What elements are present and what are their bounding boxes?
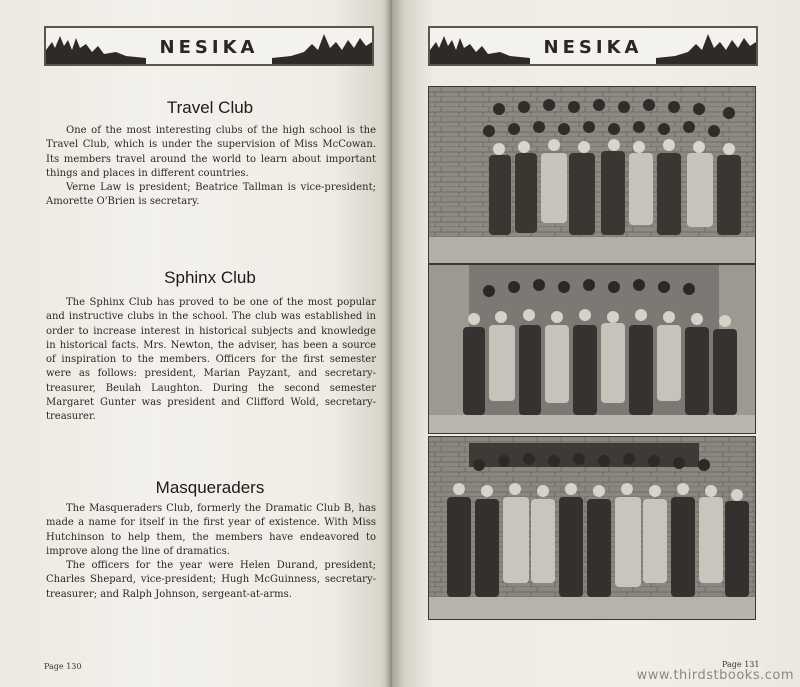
paragraph: The Sphinx Club has proved to be one of the most popular and instructive clubs in the school. The club was established in order to increase interest in historical subjects and knowledge in historical facts. Mrs. Newton, the adviser, has been a source of inspiration to the members. Officers for the first semester were as follows: president, Marian Payzant, and secretary-treasurer, Beulah Laughton. During the second semester Margaret Gunter was president and Clifford Wold, secretary-treasurer.: [46, 297, 376, 423]
group-photo-image: [429, 87, 755, 263]
group-photo-image: [429, 437, 755, 619]
section-title-masqueraders: Masqueraders: [155, 478, 265, 497]
yearbook-title: NESIKA: [159, 37, 259, 58]
travel-club-group-photo: [428, 86, 756, 264]
header-banner: [44, 26, 374, 66]
paragraph: Verne Law is president; Beatrice Tallman is vice-president; Amorette O'Brien is secretary.: [46, 182, 376, 208]
sphinx-club-group-photo: [428, 264, 756, 434]
travel-club-text: [46, 124, 376, 210]
sphinx-club-text: [46, 296, 376, 425]
section-title-travel-club: Travel Club: [166, 98, 254, 117]
header-banner: [428, 26, 758, 66]
right-page: [392, 0, 800, 687]
masqueraders-text: [46, 502, 376, 602]
section-title-sphinx-club: Sphinx Club: [164, 268, 256, 287]
paragraph: The officers for the year were Helen Durand, president; Charles Shepard, vice-president; Hugh McGuinness, secretary-treasurer; and Ralph Johnson, sergeant-at-arms.: [46, 560, 376, 600]
page-number: Page 131: [722, 660, 760, 669]
watermark-text: www.thirdstbooks.com: [636, 668, 794, 683]
paragraph: The Masqueraders Club, formerly the Dramatic Club B, has made a name for itself in the first year of existence. With Miss Hutchinson to help them, the members have endeavored to improve along the line of dramatics.: [46, 503, 376, 557]
group-photo-image: [429, 265, 755, 433]
yearbook-title: NESIKA: [543, 37, 643, 58]
paragraph: One of the most interesting clubs of the high school is the Travel Club, which is under the supervision of Miss McCowan. Its members travel around the world to learn about important things and places in different countries.: [46, 125, 376, 179]
masqueraders-group-photo: [428, 436, 756, 620]
left-page: [0, 0, 392, 687]
page-number: Page 130: [44, 662, 82, 671]
